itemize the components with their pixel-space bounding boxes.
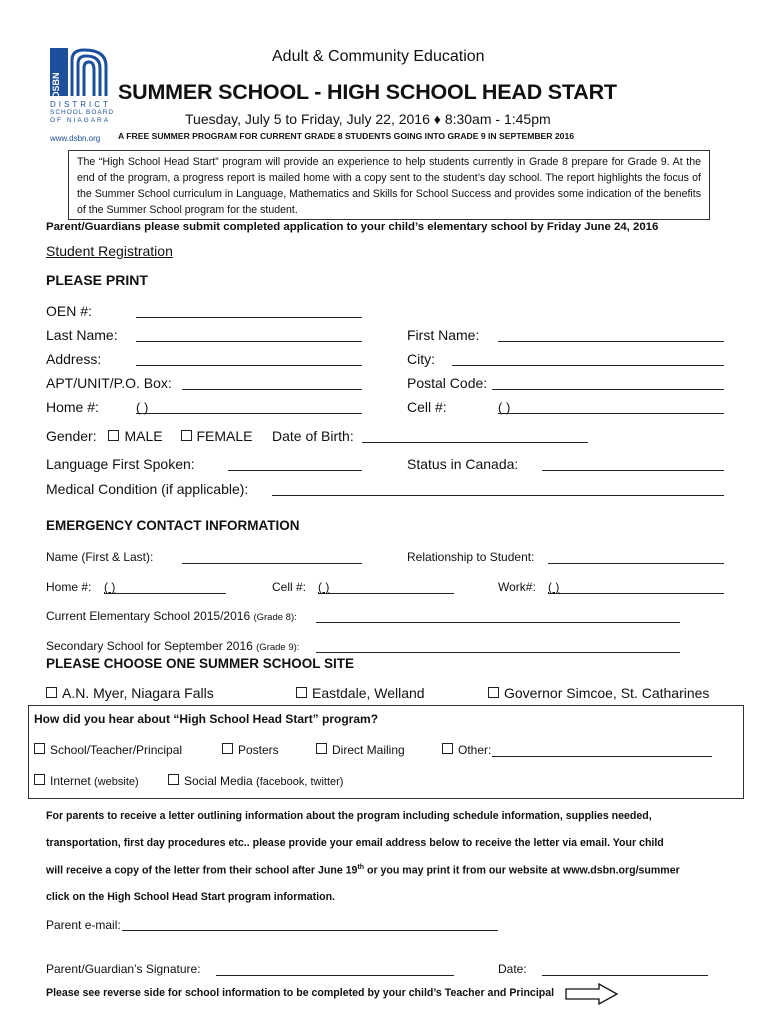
survey-school-label: School/Teacher/Principal xyxy=(50,743,183,757)
date-label: Date: xyxy=(498,962,527,976)
female-checkbox[interactable] xyxy=(181,430,192,441)
relationship-label: Relationship to Student: xyxy=(407,550,535,564)
survey-direct-label: Direct Mailing xyxy=(332,743,405,757)
emergency-work-area: ( ) xyxy=(548,580,560,594)
site-option-eastdale[interactable] xyxy=(296,685,425,701)
letter-line-4: click on the High School Head Start program information. xyxy=(46,891,336,903)
please-print-label: PLEASE PRINT xyxy=(46,272,148,288)
survey-posters-label: Posters xyxy=(238,743,279,757)
first-name-label: First Name: xyxy=(407,327,480,343)
city-label: City: xyxy=(407,351,435,367)
elementary-grade-text: (Grade 8): xyxy=(253,612,297,623)
survey-direct-option[interactable] xyxy=(316,743,405,757)
site-option-myer[interactable] xyxy=(46,685,214,701)
survey-posters-checkbox[interactable] xyxy=(222,743,233,754)
site-myer-label: A.N. Myer, Niagara Falls xyxy=(62,685,214,701)
first-name-field[interactable] xyxy=(498,341,724,342)
secondary-school-label xyxy=(46,639,299,653)
status-field[interactable] xyxy=(542,470,724,471)
female-label: FEMALE xyxy=(196,428,253,444)
signature-field[interactable] xyxy=(216,975,454,976)
survey-school-checkbox[interactable] xyxy=(34,743,45,754)
home-phone-label: Home #: xyxy=(46,399,99,415)
status-label: Status in Canada: xyxy=(407,456,519,472)
emergency-heading: EMERGENCY CONTACT INFORMATION xyxy=(46,518,300,533)
site-myer-checkbox[interactable] xyxy=(46,687,57,698)
city-field[interactable] xyxy=(452,365,724,366)
tagline: A FREE SUMMER PROGRAM FOR CURRENT GRADE 8 STUDENTS GOING INTO GRADE 9 IN SEPTEMBER 2016 xyxy=(118,131,574,141)
survey-other-label: Other: xyxy=(458,743,492,757)
dob-label: Date of Birth: xyxy=(272,428,354,444)
male-option[interactable] xyxy=(108,428,162,444)
emergency-work-label: Work#: xyxy=(498,580,536,594)
home-phone-area-code: ( ) xyxy=(136,400,149,415)
relationship-field[interactable] xyxy=(548,563,724,564)
gender-label: Gender: xyxy=(46,428,97,444)
survey-question: How did you hear about “High School Head Start” program? xyxy=(34,712,379,726)
emergency-work-field[interactable] xyxy=(548,593,724,594)
site-eastdale-checkbox[interactable] xyxy=(296,687,307,698)
survey-internet-label: Internet xyxy=(50,774,91,788)
logo-line1: DISTRICT xyxy=(50,100,111,109)
postal-code-field[interactable] xyxy=(492,389,724,390)
emergency-cell-area: ( ) xyxy=(318,580,330,594)
letter-line-3-sup: th xyxy=(357,864,365,871)
survey-social-option[interactable] xyxy=(168,774,343,788)
parent-email-label: Parent e-mail: xyxy=(46,918,121,932)
survey-social-label: Social Media xyxy=(184,774,253,788)
survey-direct-checkbox[interactable] xyxy=(316,743,327,754)
emergency-cell-label: Cell #: xyxy=(272,580,307,594)
gender-row xyxy=(46,428,253,444)
last-name-field[interactable] xyxy=(136,341,362,342)
emergency-cell-field[interactable] xyxy=(318,593,454,594)
survey-other-field[interactable] xyxy=(492,756,712,757)
male-label: MALE xyxy=(124,428,163,444)
letter-line-3 xyxy=(46,864,680,877)
apt-field[interactable] xyxy=(182,389,362,390)
logo-line3: OF NIAGARA xyxy=(50,117,111,124)
intro-text: The “High School Head Start” program will provide an experience to help students currently in Grade 8 prepare for Grade 9. At the end of the program, a progress report is mailed home with a copy sent to the student’s day school. The report highlights the focus of the Summer School curriculum in Language, Mathematics and Skills for School Success and provides some indication of the benefits of the Summer School program for the student. xyxy=(77,156,701,216)
site-option-simcoe[interactable] xyxy=(488,685,709,701)
survey-other-checkbox[interactable] xyxy=(442,743,453,754)
logo-url: www.dsbn.org xyxy=(50,134,101,143)
medical-field[interactable] xyxy=(272,495,724,496)
page-title: SUMMER SCHOOL - HIGH SCHOOL HEAD START xyxy=(118,80,617,104)
secondary-grade-text: (Grade 9): xyxy=(256,642,300,653)
signature-label: Parent/Guardian’s Signature: xyxy=(46,962,201,976)
dates-range: Tuesday, July 5 to Friday, July 22, 2016 xyxy=(185,111,430,127)
survey-internet-checkbox[interactable] xyxy=(34,774,45,785)
elementary-school-text: Current Elementary School 2015/2016 xyxy=(46,609,251,623)
apt-label: APT/UNIT/P.O. Box: xyxy=(46,375,172,391)
logo-name: DSBN xyxy=(51,72,61,98)
survey-social-checkbox[interactable] xyxy=(168,774,179,785)
emergency-home-label: Home #: xyxy=(46,580,92,594)
cell-phone-field[interactable] xyxy=(498,413,724,414)
secondary-school-text: Secondary School for September 2016 xyxy=(46,639,253,653)
emergency-name-field[interactable] xyxy=(182,563,362,564)
secondary-school-field[interactable] xyxy=(316,652,680,653)
intro-box xyxy=(68,150,710,220)
address-label: Address: xyxy=(46,351,102,367)
home-phone-field[interactable] xyxy=(136,413,362,414)
dates-time: 8:30am - 1:45pm xyxy=(444,111,551,127)
emergency-name-label: Name (First & Last): xyxy=(46,550,154,564)
reverse-side-note: Please see reverse side for school information to be completed by your child’s Teacher and Principal xyxy=(46,987,555,999)
cell-phone-label: Cell #: xyxy=(407,399,447,415)
survey-internet-option[interactable] xyxy=(34,774,139,788)
survey-school-option[interactable] xyxy=(34,743,182,757)
oen-label: OEN #: xyxy=(46,303,92,319)
emergency-home-field[interactable] xyxy=(104,593,226,594)
site-eastdale-label: Eastdale, Welland xyxy=(312,685,425,701)
survey-posters-option[interactable] xyxy=(222,743,279,757)
date-field[interactable] xyxy=(542,975,708,976)
org-name: Adult & Community Education xyxy=(272,48,485,65)
language-field[interactable] xyxy=(228,470,362,471)
language-label: Language First Spoken: xyxy=(46,456,195,472)
medical-label: Medical Condition (if applicable): xyxy=(46,481,249,497)
male-checkbox[interactable] xyxy=(108,430,119,441)
cell-phone-area-code: ( ) xyxy=(498,400,511,415)
right-arrow-icon xyxy=(565,983,619,1005)
letter-line-2: transportation, first day procedures etc.. please provide your email address below to receive the letter via email. Your child xyxy=(46,837,664,849)
parent-email-field[interactable] xyxy=(122,930,498,931)
dob-field[interactable] xyxy=(362,442,588,443)
program-dates xyxy=(185,111,551,127)
letter-line-3b: or you may print it from our website at www.dsbn.org/summer xyxy=(364,864,680,877)
last-name-label: Last Name: xyxy=(46,327,118,343)
female-option[interactable] xyxy=(181,428,253,444)
survey-internet-note: (website) xyxy=(94,776,139,788)
site-heading: PLEASE CHOOSE ONE SUMMER SCHOOL SITE xyxy=(46,656,355,671)
elementary-school-label xyxy=(46,609,297,623)
elementary-school-field[interactable] xyxy=(316,622,680,623)
oen-field[interactable] xyxy=(136,317,362,318)
site-simcoe-checkbox[interactable] xyxy=(488,687,499,698)
logo-line2: SCHOOL BOARD xyxy=(50,109,115,116)
student-registration-heading: Student Registration xyxy=(46,243,173,259)
survey-social-note: (facebook, twitter) xyxy=(256,776,344,788)
postal-code-label: Postal Code: xyxy=(407,375,488,391)
site-simcoe-label: Governor Simcoe, St. Catharines xyxy=(504,685,710,701)
diamond-icon: ♦ xyxy=(433,111,441,127)
letter-line-1: For parents to receive a letter outlining information about the program including schedule information, supplies needed, xyxy=(46,810,652,822)
deadline-note: Parent/Guardians please submit completed application to your child’s elementary school by Friday June 24, 2016 xyxy=(46,221,659,233)
address-field[interactable] xyxy=(136,365,362,366)
emergency-home-area: ( ) xyxy=(104,580,116,594)
letter-line-3a: will receive a copy of the letter from their school after June 19 xyxy=(46,864,358,877)
survey-other-option[interactable] xyxy=(442,743,491,757)
